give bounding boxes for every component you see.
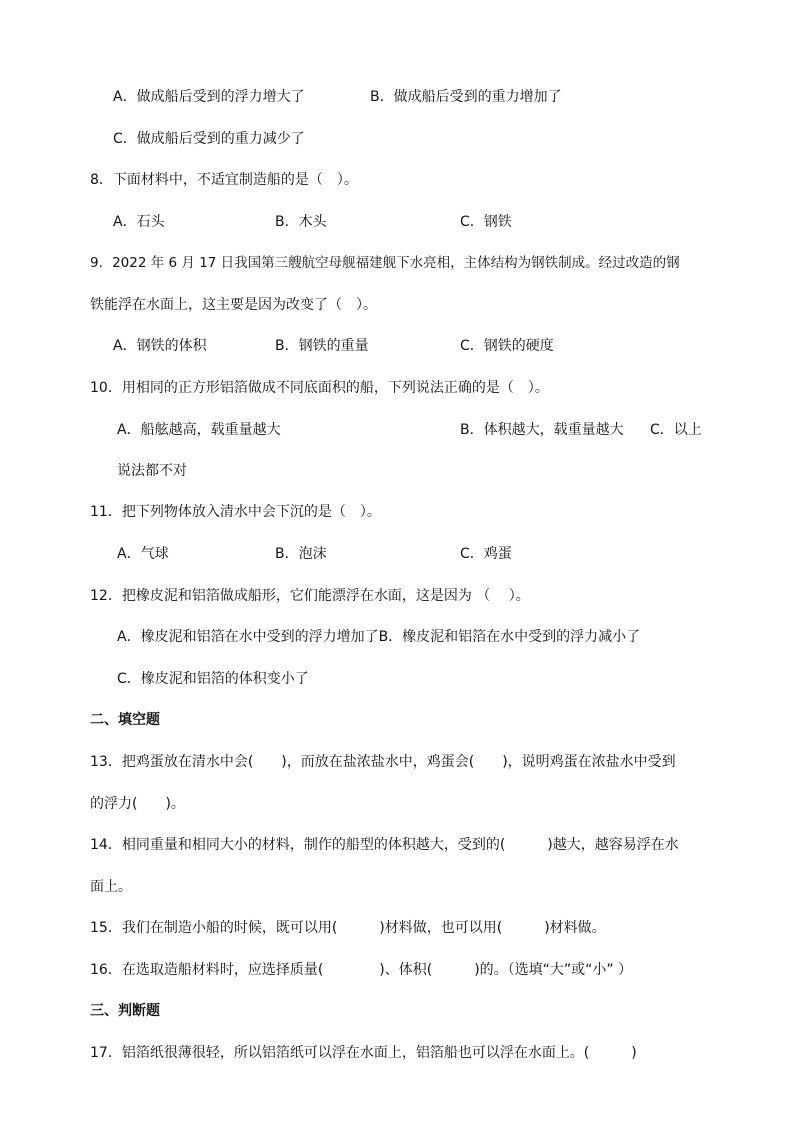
section-heading-fill-in: 二、填空题 [90, 712, 160, 728]
q11-option-c: C．鸡蛋 [460, 546, 512, 562]
q7-option-a: A．做成船后受到的浮力增大了 [113, 89, 305, 105]
q8-option-a: A．石头 [113, 214, 165, 230]
q7-option-b: B．做成船后受到的重力增加了 [370, 89, 562, 105]
q11-option-b: B．泡沫 [275, 546, 327, 562]
q9-option-b: B．钢铁的重量 [275, 338, 369, 354]
q12-options-a-b: A．橡皮泥和铝箔在水中受到的浮力增加了B．橡皮泥和铝箔在水中受到的浮力减小了 [117, 629, 641, 645]
q10-option-a: A．船舷越高，载重量越大 [117, 422, 281, 438]
q11-stem: 11．把下列物体放入清水中会下沉的是（ ）。 [90, 504, 381, 520]
q12-option-c: C．橡皮泥和铝箔的体积变小了 [117, 671, 309, 687]
q17-text: 17．铝箔纸很薄很轻，所以铝箔纸可以浮在水面上，铝箔船也可以浮在水面上。( ) [90, 1045, 637, 1061]
q8-option-b: B．木头 [275, 214, 327, 230]
q16-text: 16．在选取造船材料时，应选择质量( )、体积( )的。（选填“大”或“小” ） [90, 962, 633, 978]
q13-line-2: 的浮力( )。 [90, 796, 185, 812]
q8-option-c: C．钢铁 [460, 214, 512, 230]
q9-option-a: A．钢铁的体积 [113, 338, 207, 354]
q12-stem: 12．把橡皮泥和铝箔做成船形，它们能漂浮在水面，这是因为 （ ）。 [90, 588, 530, 604]
q11-option-a: A．气球 [117, 546, 169, 562]
q13-line-1: 13．把鸡蛋放在清水中会( )，而放在盐浓盐水中，鸡蛋会( )，说明鸡蛋在浓盐水中受到 [90, 754, 676, 770]
q15-text: 15．我们在制造小船的时候，既可以用( )材料做，也可以用( )材料做。 [90, 920, 606, 936]
q14-line-2: 面上。 [90, 879, 132, 895]
q10-stem: 10．用相同的正方形铝箔做成不同底面积的船，下列说法正确的是（ ）。 [90, 380, 549, 396]
q9-option-c: C．钢铁的硬度 [460, 338, 554, 354]
q9-stem-line-1: 9．2022 年 6 月 17 日我国第三艘航空母舰福建舰下水亮相，主体结构为钢铁制成。经过改造的钢 [90, 255, 680, 271]
q9-stem-line-2: 铁能浮在水面上，这主要是因为改变了（ ）。 [90, 297, 377, 313]
q10-option-b: B．体积越大，载重量越大 [460, 422, 624, 438]
q14-line-1: 14．相同重量和相同大小的材料，制作的船型的体积越大，受到的( )越大，越容易浮在水 [90, 837, 679, 853]
q10-option-c-continued: 说法都不对 [117, 463, 187, 479]
q7-option-c: C．做成船后受到的重力减少了 [113, 131, 305, 147]
section-heading-true-false: 三、判断题 [90, 1003, 160, 1019]
q10-option-c: C．以上 [650, 422, 702, 438]
q8-stem: 8．下面材料中，不适宜制造船的是（ ）。 [90, 172, 358, 188]
